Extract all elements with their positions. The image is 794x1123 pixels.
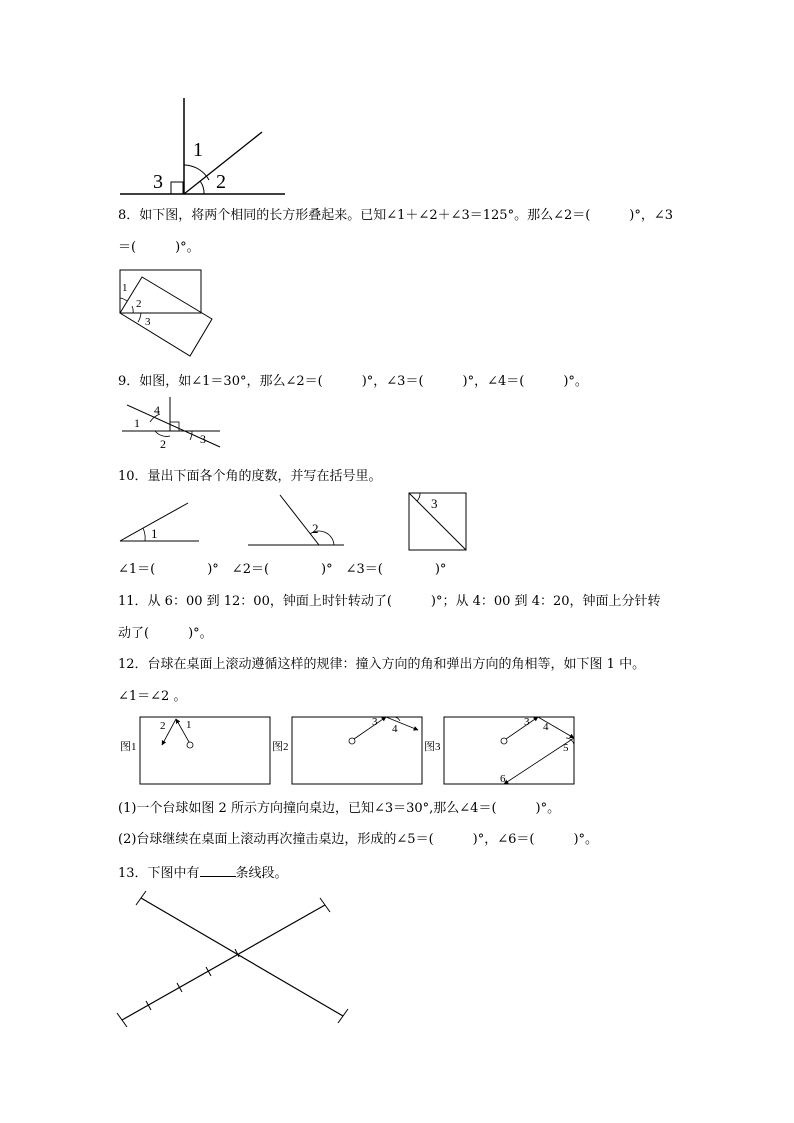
q8-label-2: 2 <box>136 298 142 310</box>
table2-label-4: 4 <box>392 723 398 735</box>
table3-label-3: 3 <box>524 716 530 728</box>
fig1-caption: 图1 <box>120 741 137 753</box>
question-8-line1: 8．如下图，将两个相同的长方形叠起来。已知∠1＋∠2＋∠3＝125°。那么∠2＝( )°，∠3 <box>118 208 674 223</box>
fig3-caption: 图3 <box>424 741 441 753</box>
q10-label-3: 3 <box>431 496 438 511</box>
question-11-line1: 11．从 6：00 到 12：00，钟面上时针转动了( )°；从 4：00 到 4：20，钟面上分针转 <box>118 594 661 609</box>
question-12-line2: ∠1＝∠2 。 <box>118 689 187 704</box>
question-10: 10．量出下面各个角的度数，并写在括号里。 <box>118 469 382 484</box>
table2-label-3: 3 <box>372 716 378 728</box>
fig7-label-2: 2 <box>216 171 226 193</box>
q9-label-3: 3 <box>200 432 206 446</box>
question-11-line2: 动了( )°。 <box>118 626 213 641</box>
q9-label-1: 1 <box>134 416 140 430</box>
question-13-suffix: 条线段。 <box>235 866 288 881</box>
table1-label-2: 2 <box>160 720 166 732</box>
question-10-answers: ∠1＝( )° ∠2＝( )° ∠3＝( )° <box>118 562 447 577</box>
q8-label-1: 1 <box>122 282 128 294</box>
fig7-label-3: 3 <box>153 171 163 193</box>
question-12-line1: 12．台球在桌面上滚动遵循这样的规律：撞入方向的角和弹出方向的角相等，如下图 1 中。 <box>118 657 646 672</box>
table3-label-4: 4 <box>543 721 549 733</box>
fig7-label-1: 1 <box>193 139 203 161</box>
question-9: 9．如图，如∠1＝30°，那么∠2＝( )°，∠3＝( )°，∠4＝( )°。 <box>118 374 588 389</box>
question-12-sub1: (1)一个台球如图 2 所示方向撞向桌边，已知∠3＝30°,那么∠4＝( )°。 <box>118 801 561 816</box>
q9-label-4: 4 <box>154 403 160 417</box>
q9-label-2: 2 <box>160 437 166 451</box>
q10-label-1: 1 <box>151 526 158 541</box>
fig2-caption: 图2 <box>272 741 289 753</box>
question-12-sub2: (2)台球继续在桌面上滚动再次撞击桌边，形成的∠5＝( )°，∠6＝( )°。 <box>118 832 599 847</box>
question-13-prefix: 13．下图中有 <box>118 866 200 881</box>
table1-label-1: 1 <box>186 719 192 731</box>
table3-label-5: 5 <box>563 742 569 754</box>
q10-label-2: 2 <box>312 521 319 536</box>
question-8-line2: ＝( )°。 <box>118 240 200 255</box>
table3-label-6: 6 <box>500 773 506 785</box>
q8-label-3: 3 <box>145 316 151 328</box>
